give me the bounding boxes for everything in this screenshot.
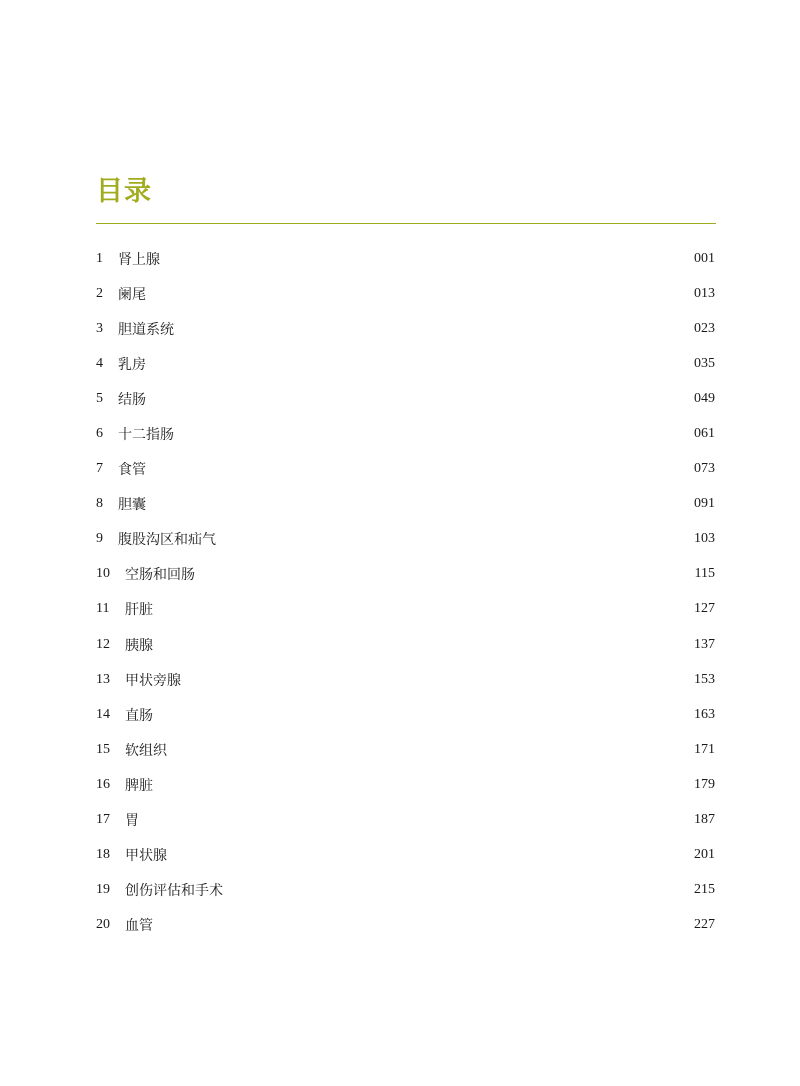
toc-chapter-title: 胆道系统 bbox=[118, 321, 174, 338]
toc-page-number: 187 bbox=[694, 812, 715, 828]
toc-page-number: 215 bbox=[694, 882, 715, 898]
toc-chapter-title: 肾上腺 bbox=[118, 251, 160, 268]
toc-chapter-number: 2 bbox=[96, 285, 103, 301]
toc-entry-3[interactable] bbox=[96, 311, 715, 346]
toc-page-number: 227 bbox=[694, 917, 715, 933]
toc-entry-15[interactable] bbox=[96, 732, 715, 767]
toc-chapter-number: 6 bbox=[96, 426, 103, 442]
toc-chapter-number: 13 bbox=[96, 671, 110, 687]
title-divider bbox=[96, 223, 716, 224]
toc-chapter-number: 16 bbox=[96, 776, 110, 792]
toc-chapter-title: 甲状旁腺 bbox=[125, 672, 181, 689]
toc-page-number: 001 bbox=[694, 250, 715, 266]
toc-page-number: 013 bbox=[694, 285, 715, 301]
toc-chapter-title: 直肠 bbox=[125, 707, 153, 724]
toc-chapter-title: 甲状腺 bbox=[125, 848, 167, 865]
toc-entry-11[interactable] bbox=[96, 592, 715, 627]
toc-page-number: 091 bbox=[694, 496, 715, 512]
toc-page-number: 073 bbox=[694, 461, 715, 477]
toc-chapter-number: 19 bbox=[96, 882, 110, 898]
toc-chapter-title: 腹股沟区和疝气 bbox=[118, 532, 216, 549]
toc-page-number: 103 bbox=[694, 531, 715, 547]
toc-entry-5[interactable] bbox=[96, 381, 715, 416]
toc-entry-10[interactable] bbox=[96, 557, 715, 592]
toc-chapter-title: 胃 bbox=[125, 813, 139, 830]
toc-entry-2[interactable] bbox=[96, 276, 715, 311]
toc-page-number: 179 bbox=[694, 776, 715, 792]
toc-entry-1[interactable] bbox=[96, 241, 715, 276]
toc-page-number: 035 bbox=[694, 355, 715, 371]
toc-entry-4[interactable] bbox=[96, 346, 715, 381]
toc-chapter-number: 11 bbox=[96, 601, 110, 617]
toc-entry-17[interactable] bbox=[96, 803, 715, 838]
toc-chapter-number: 18 bbox=[96, 847, 110, 863]
toc-chapter-number: 7 bbox=[96, 461, 103, 477]
toc-chapter-title: 食管 bbox=[118, 462, 146, 479]
toc-chapter-title: 肝脏 bbox=[125, 602, 153, 619]
toc-chapter-title: 创伤评估和手术 bbox=[125, 883, 223, 900]
toc-page-number: 049 bbox=[694, 390, 715, 406]
toc-entry-12[interactable] bbox=[96, 627, 715, 662]
toc-list bbox=[96, 241, 715, 943]
toc-chapter-number: 3 bbox=[96, 320, 103, 336]
toc-chapter-number: 9 bbox=[96, 531, 103, 547]
toc-entry-7[interactable] bbox=[96, 452, 715, 487]
toc-chapter-number: 1 bbox=[96, 250, 103, 266]
toc-chapter-number: 20 bbox=[96, 917, 110, 933]
toc-chapter-title: 结肠 bbox=[118, 391, 146, 408]
page-title: 目录 bbox=[96, 176, 152, 207]
toc-page-number: 163 bbox=[694, 706, 715, 722]
toc-chapter-title: 血管 bbox=[125, 918, 153, 935]
toc-chapter-title: 脾脏 bbox=[125, 777, 153, 794]
toc-chapter-title: 胆囊 bbox=[118, 497, 146, 514]
toc-page-number: 023 bbox=[694, 320, 715, 336]
toc-entry-19[interactable] bbox=[96, 873, 715, 908]
toc-chapter-number: 5 bbox=[96, 390, 103, 406]
toc-entry-13[interactable] bbox=[96, 662, 715, 697]
toc-chapter-number: 8 bbox=[96, 496, 103, 512]
toc-entry-18[interactable] bbox=[96, 838, 715, 873]
toc-page-number: 127 bbox=[694, 601, 715, 617]
toc-chapter-number: 15 bbox=[96, 741, 110, 757]
toc-page-number: 171 bbox=[694, 741, 715, 757]
toc-page-number: 201 bbox=[694, 847, 715, 863]
toc-chapter-title: 十二指肠 bbox=[118, 427, 174, 444]
toc-chapter-number: 14 bbox=[96, 706, 110, 722]
toc-chapter-title: 乳房 bbox=[118, 356, 146, 373]
toc-chapter-number: 10 bbox=[96, 566, 110, 582]
toc-entry-6[interactable] bbox=[96, 416, 715, 451]
toc-entry-16[interactable] bbox=[96, 767, 715, 802]
toc-entry-20[interactable] bbox=[96, 908, 715, 943]
toc-chapter-title: 空肠和回肠 bbox=[125, 567, 195, 584]
toc-page-number: 137 bbox=[694, 636, 715, 652]
toc-page-number: 115 bbox=[694, 566, 715, 582]
toc-chapter-title: 阑尾 bbox=[118, 286, 146, 303]
toc-page-number: 061 bbox=[694, 426, 715, 442]
toc-entry-14[interactable] bbox=[96, 697, 715, 732]
toc-chapter-number: 17 bbox=[96, 812, 110, 828]
toc-chapter-title: 软组织 bbox=[125, 742, 167, 759]
toc-chapter-number: 4 bbox=[96, 355, 103, 371]
toc-page-number: 153 bbox=[694, 671, 715, 687]
toc-chapter-number: 12 bbox=[96, 636, 110, 652]
toc-chapter-title: 胰腺 bbox=[125, 637, 153, 654]
toc-entry-9[interactable] bbox=[96, 522, 715, 557]
toc-entry-8[interactable] bbox=[96, 487, 715, 522]
